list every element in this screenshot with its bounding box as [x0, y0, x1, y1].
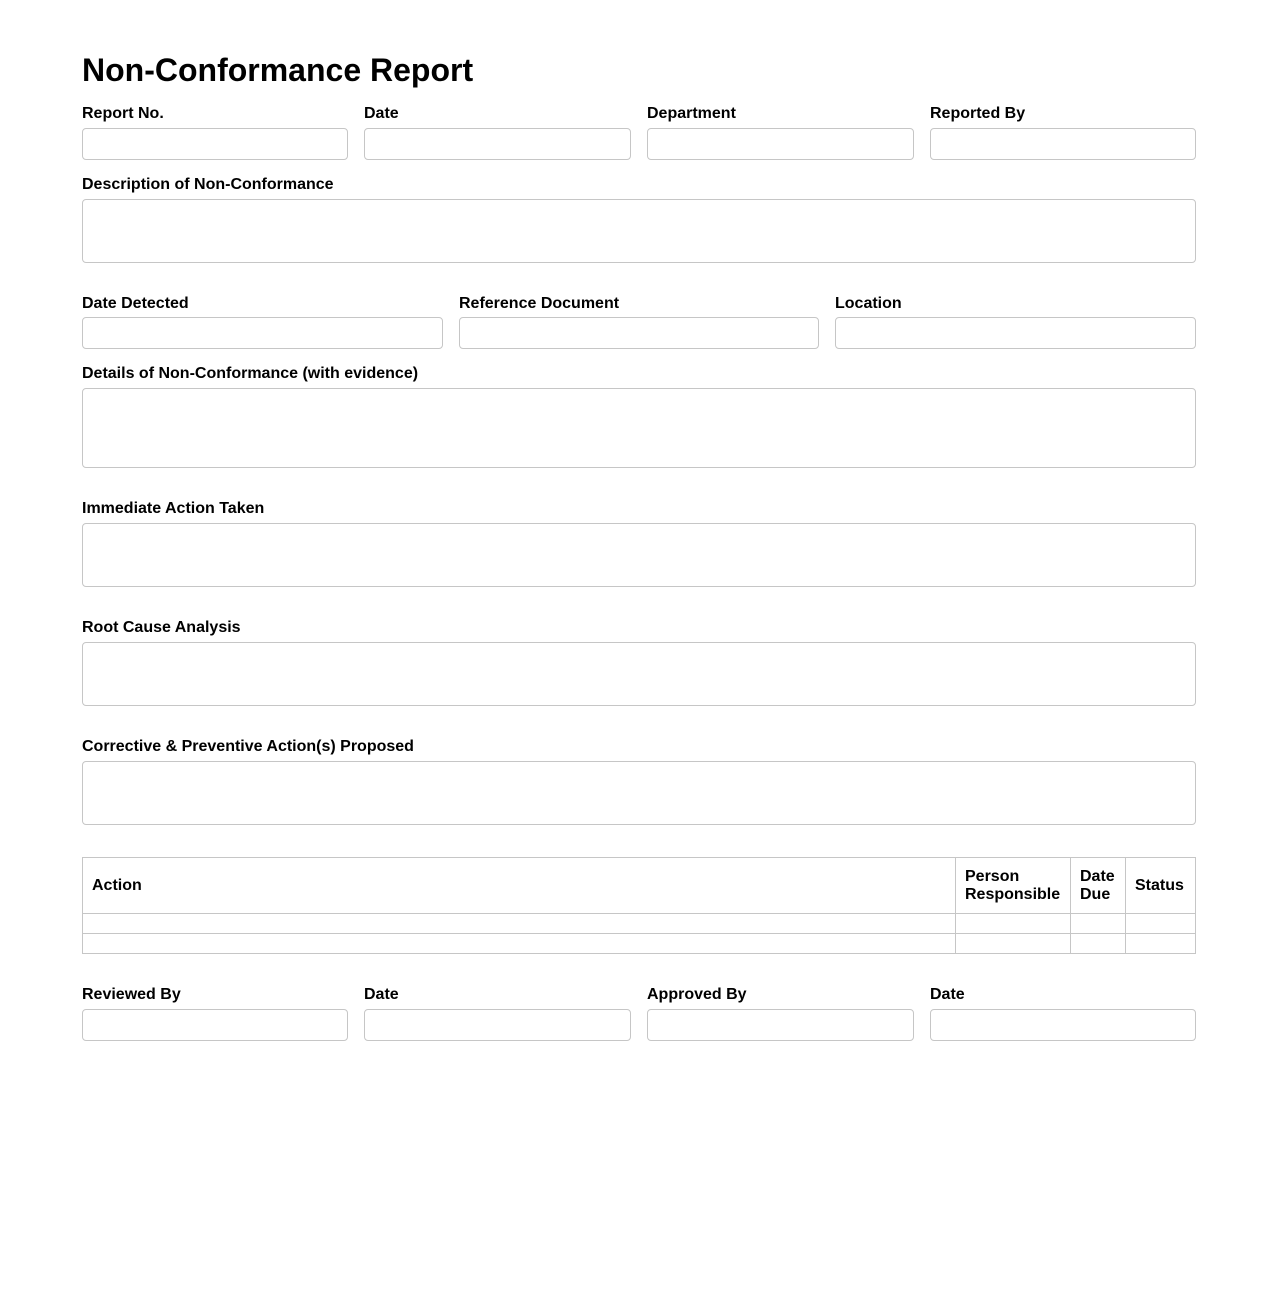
status-cell[interactable]: [1125, 914, 1195, 934]
department-label: Department: [647, 105, 736, 122]
person-responsible-cell[interactable]: [956, 934, 1071, 954]
report-no-field[interactable]: [82, 128, 348, 160]
date-label: Date: [364, 105, 399, 122]
table-row: [83, 914, 1196, 934]
date-due-cell[interactable]: [1070, 914, 1125, 934]
status-cell[interactable]: [1125, 934, 1195, 954]
root-cause-textarea[interactable]: [82, 642, 1196, 706]
column-header-status: Status: [1125, 858, 1195, 914]
immediate-action-label: Immediate Action Taken: [82, 500, 265, 517]
date-field[interactable]: [364, 128, 631, 160]
corrective-action-textarea[interactable]: [82, 761, 1196, 825]
review-date-label: Date: [364, 986, 399, 1003]
reference-document-field[interactable]: [459, 317, 819, 349]
description-textarea[interactable]: [82, 199, 1196, 263]
approval-date-label: Date: [930, 986, 965, 1003]
person-responsible-cell[interactable]: [956, 914, 1071, 934]
page-title: Non-Conformance Report: [82, 52, 474, 88]
date-detected-label: Date Detected: [82, 295, 189, 312]
location-label: Location: [835, 295, 902, 312]
column-header-action: Action: [83, 858, 956, 914]
report-no-label: Report No.: [82, 105, 164, 122]
reference-document-label: Reference Document: [459, 295, 620, 312]
date-detected-field[interactable]: [82, 317, 443, 349]
review-date-field[interactable]: [364, 1009, 631, 1041]
action-cell[interactable]: [83, 934, 956, 954]
immediate-action-textarea[interactable]: [82, 523, 1196, 587]
corrective-action-label: Corrective & Preventive Action(s) Proposed: [82, 738, 414, 755]
reported-by-field[interactable]: [930, 128, 1196, 160]
reported-by-label: Reported By: [930, 105, 1026, 122]
details-textarea[interactable]: [82, 388, 1196, 468]
description-label: Description of Non-Conformance: [82, 176, 334, 193]
date-due-cell[interactable]: [1070, 934, 1125, 954]
approval-date-field[interactable]: [930, 1009, 1196, 1041]
department-field[interactable]: [647, 128, 914, 160]
action-table-header: [83, 858, 1196, 914]
root-cause-label: Root Cause Analysis: [82, 619, 241, 636]
table-row: [83, 934, 1196, 954]
location-field[interactable]: [835, 317, 1196, 349]
reviewed-by-field[interactable]: [82, 1009, 348, 1041]
column-header-date-due: Date Due: [1070, 858, 1125, 914]
approved-by-label: Approved By: [647, 986, 747, 1003]
action-table: [82, 857, 1196, 954]
details-label: Details of Non-Conformance (with evidence): [82, 365, 419, 382]
reviewed-by-label: Reviewed By: [82, 986, 181, 1003]
approved-by-field[interactable]: [647, 1009, 914, 1041]
column-header-person-responsible: Person Responsible: [956, 858, 1071, 914]
action-cell[interactable]: [83, 914, 956, 934]
